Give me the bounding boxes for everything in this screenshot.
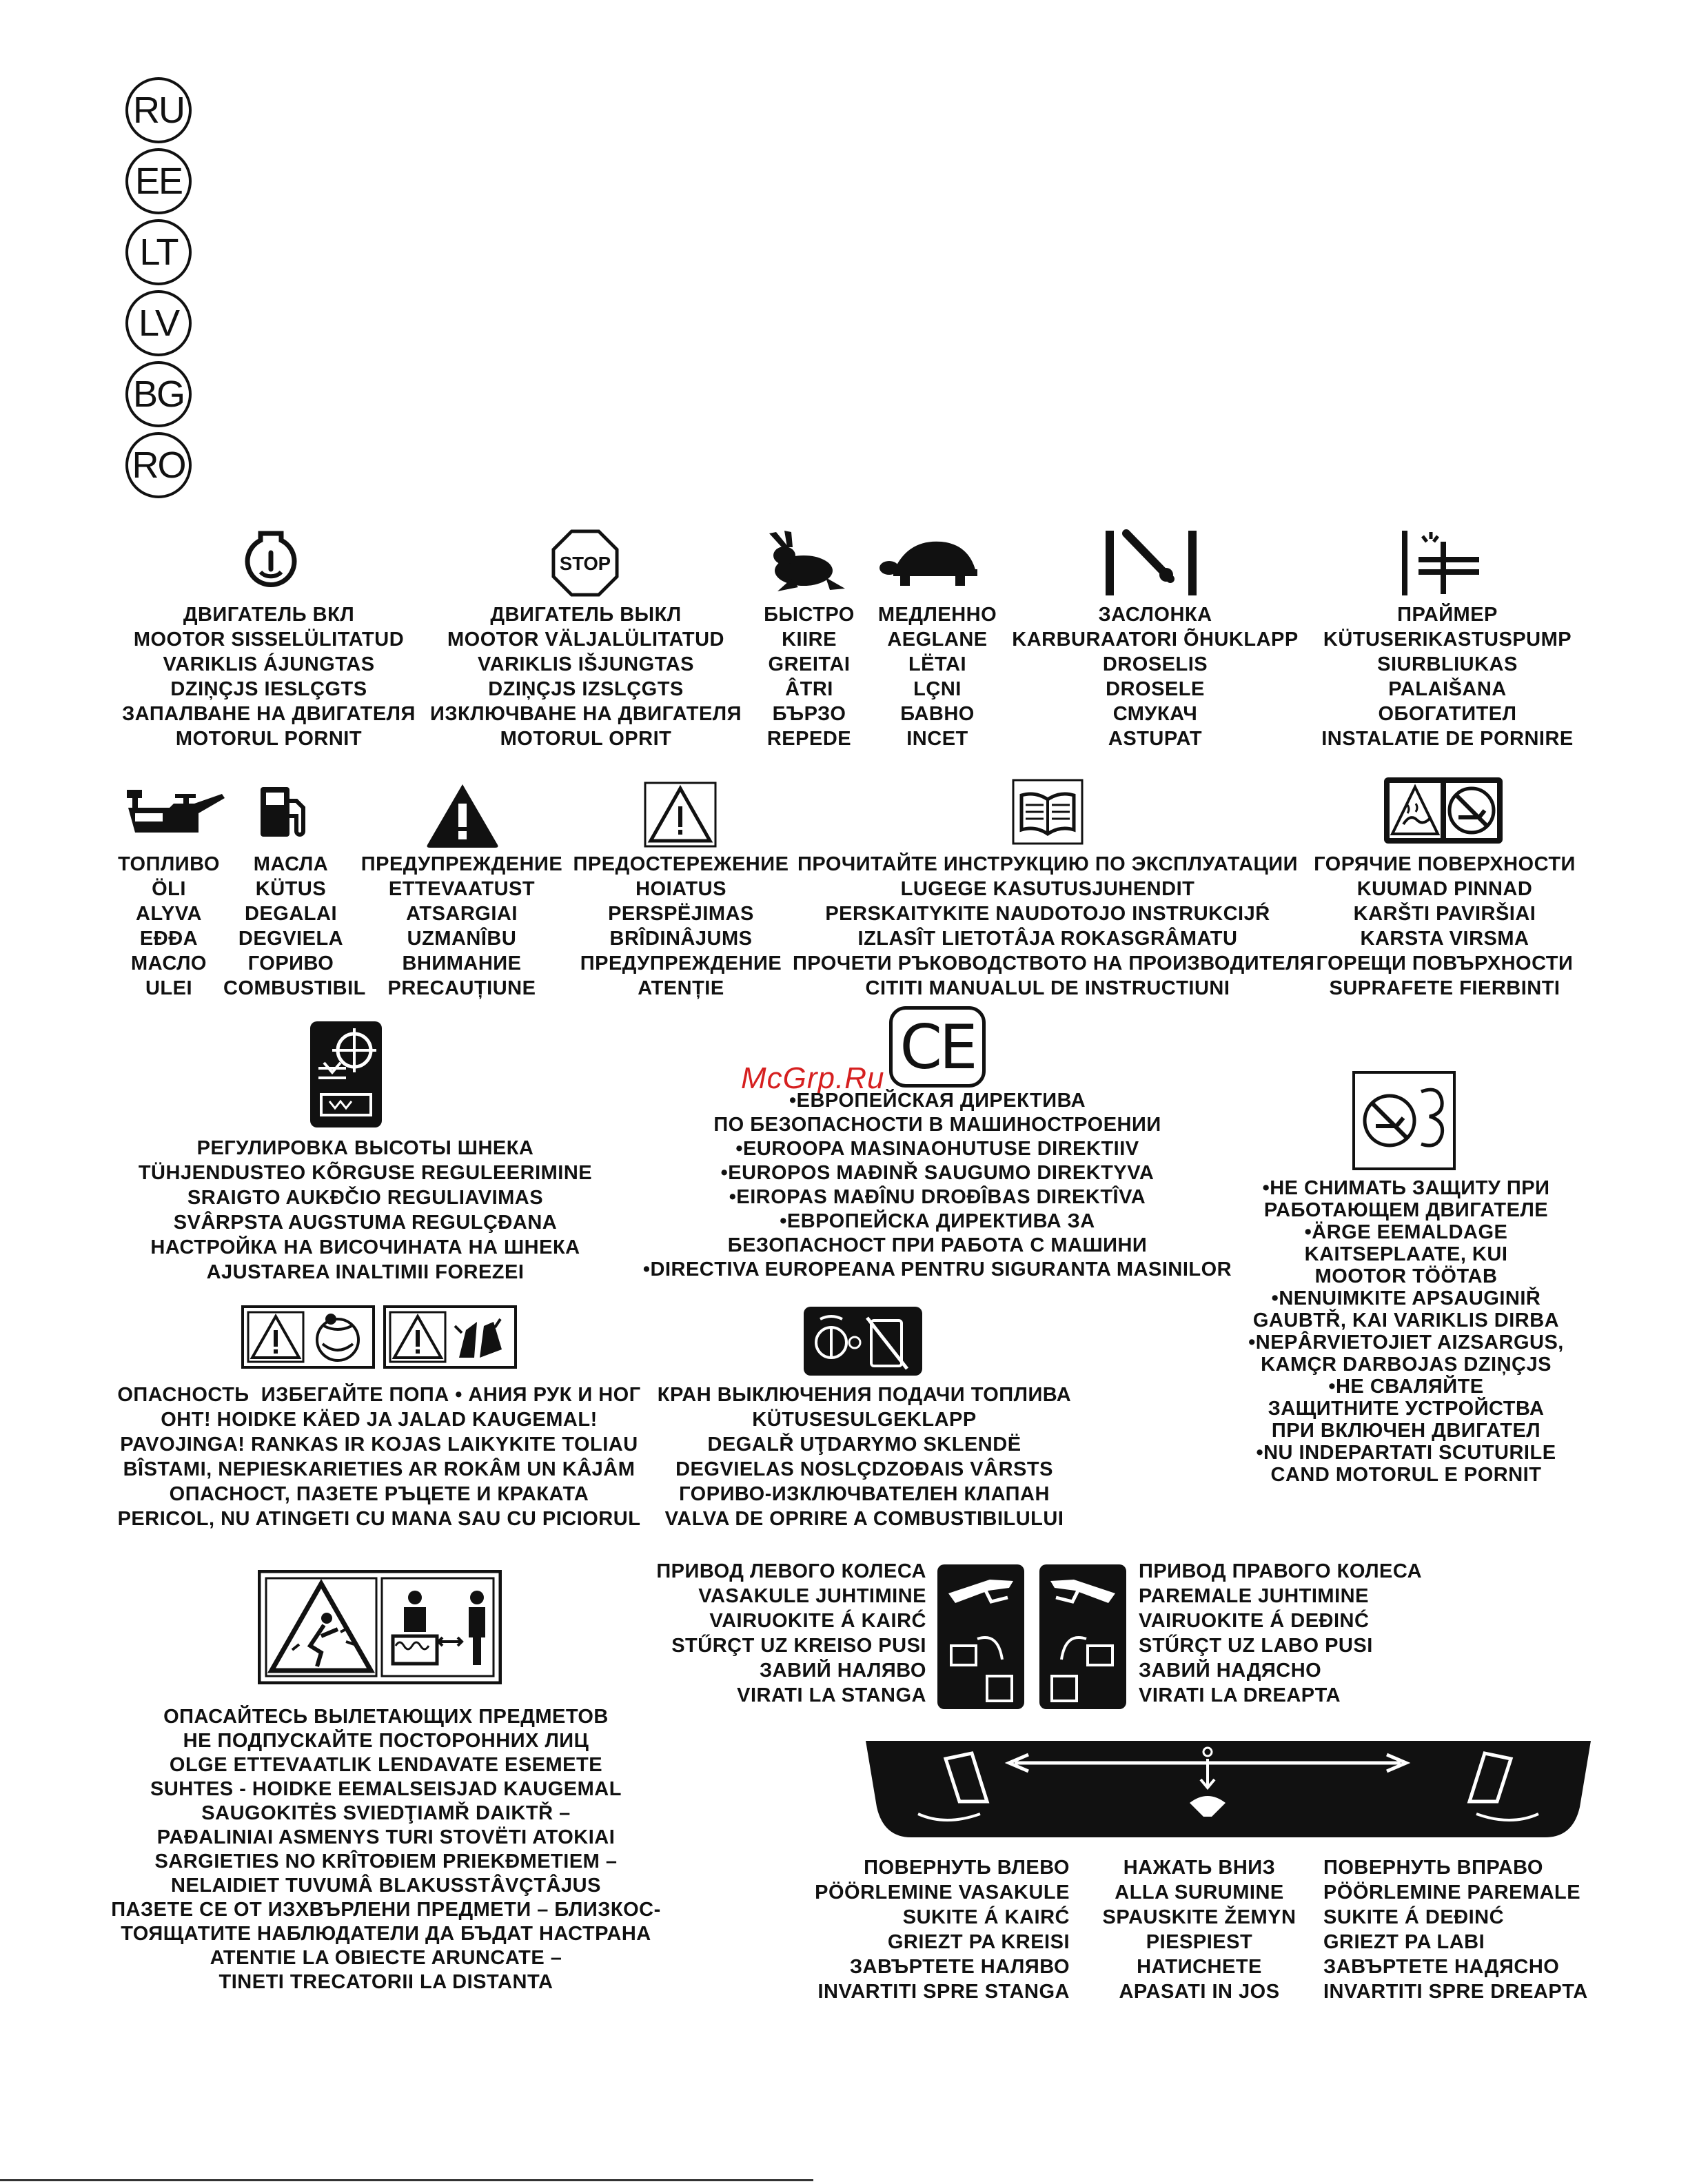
watermark: McGrp.Ru xyxy=(741,1061,885,1095)
right-wheel-drive-icon xyxy=(1038,1563,1128,1711)
ce-mark-icon: CE xyxy=(889,1006,986,1088)
read-manual-label: ПРОЧИТАЙТЕ ИНСТРУКЦИЮ ПО ЭКСПЛУАТАЦИИ LUGEGE KASUTUSJUHENDIT PERSKAITYKITE NAUDOTOJO INSTRUKCIJŔ IZLASÎT LIETOTÂJA ROKASGRÂMATU ПРОЧЕТИ РЪКОВОДСТВОТО НА ПРОИЗВОДИТЕЛЯ CITITI MANUALUL DE INSTRUCTIUNI xyxy=(793,853,1315,999)
chute-control-decal xyxy=(863,1738,1594,1840)
eu-directive-label: •ЕВРОПЕЙСКАЯ ДИРЕКТИВА ПО БЕЗОПАСНОСТИ В МАШИНОСТРОЕНИИ •EUROOPA MASINAOHUTUSE DIREKTIIV •EUROPOS MAĐINŘ SAUGUMO DIREKTYVA •EIROPAS MAĐÎNU DROĐÎBAS DIREKTÎVA •ЕВРОПЕЙСКА ДИРЕКТИВА ЗА БЕЗОПАСНОСТ ПРИ РАБОТА С МАШИНИ •DIRECTIVA EUROPEANA PENTRU SIGURANTA MASINILOR xyxy=(642,1090,1232,1280)
auger-height-icon xyxy=(309,1020,383,1129)
lang-badge-lv: LV xyxy=(125,290,192,356)
oil-label: ТОПЛИВО ÖLI ALYVA EĐĐA МАСЛО ULEI xyxy=(118,853,220,999)
turn-right-label: ПОВЕРНУТЬ ВПРАВО PÖÖRLEMINE PAREMALE SUKITE Á DEĐINĆ GRIEZT PA LABI ЗАВЪРТЕТЕ НАДЯСНО INVARTITI SPRE DREAPTA xyxy=(1323,1857,1588,2003)
turn-left-label: ПОВЕРНУТЬ ВЛЕВО PÖÖRLEMINE VASAKULE SUKITE Á KAIRĆ GRIEZT PA KREISI ЗАВЪРТЕТЕ НАЛЯВО INVARTITI SPRE STANGA xyxy=(815,1857,1070,2003)
primer-icon xyxy=(1399,529,1482,597)
slow-label: МЕДЛЕННО AEGLANE LËTAI LÇNI БАВНО INCET xyxy=(877,604,997,750)
engine-on-label: ДВИГАТЕЛЬ ВКЛ MOOTOR SISSELÜLITATUD VARIKLIS ÁJUNGTAS DZIŅÇJS IESLÇGTS ЗАПАЛВАНЕ НА ДВИГАТЕЛЯ MOTORUL PORNIT xyxy=(122,604,416,750)
left-wheel-drive-icon xyxy=(936,1563,1026,1711)
stop-sign-icon xyxy=(551,529,619,597)
turtle-slow-icon xyxy=(879,536,983,591)
fuel-label: МАСЛА KÜTUS DEGALAI DEGVIELA ГОРИВО COMBUSTIBIL xyxy=(223,853,366,999)
press-down-label: НАЖАТЬ ВНИЗ ALLA SURUMINE SPAUSKITE ŽEMYN PIESPIEST НАТИСНЕТЕ APASATI IN JOS xyxy=(1102,1857,1296,2003)
rabbit-fast-icon xyxy=(764,529,846,593)
thrown-objects-label: ОПАСАЙТЕСЬ ВЫЛЕТАЮЩИХ ПРЕДМЕТОВ НЕ ПОДПУСКАЙТЕ ПОСТОРОННИХ ЛИЦ OLGE ETTEVAATLIK LENDAVATE ESEMETE SUHTES - HOIDKE EEMALSEISJAD KAUGEMAL SAUGOKITĖS SVIEDŢIAMŘ DAIKTŘ – PAĐALINIAI ASMENYS TURI STOVËTI ATOKIAI SARGIETIES NO KRÎTOĐIEM PRIEKĐMETIEM – NELAIDIET TUVUMÂ BLAKUSSTÂVÇTÂJUS ПАЗЕТЕ СЕ ОТ ИЗХВЪРЛЕНИ ПРЕДМЕТИ – БЛИЗКОС- ТОЯЩАТИТЕ НАБЛЮДАТЕЛИ ДА БЪДАТ НАСТРАНА ATENTIE LA OBIECTE ARUNCATE – TINETI TRECATORII LA DISTANTA xyxy=(111,1706,661,1993)
caution-label: ПРЕДОСТЕРЕЖЕНИЕ HOIATUS PERSPËJIMAS BRÎDINÂJUMS ПРЕДУПРЕЖДЕНИЕ ATENȚIE xyxy=(573,853,789,999)
choke-label: ЗАСЛОНКА KARBURAATORI ÕHUKLAPP DROSELIS DROSELE СМУКАЧ ASTUPAT xyxy=(1012,604,1299,750)
lang-badge-ro: RO xyxy=(125,432,192,498)
caution-icon xyxy=(644,782,717,848)
feet-hazard-icon xyxy=(383,1305,517,1369)
lang-badge-ee: EE xyxy=(125,148,192,214)
hands-feet-label: ОПАСНОСТЬ ИЗБЕГАЙТЕ ПОПА • АНИЯ РУК И НОГ OHT! HOIDKE KÄED JA JALAD KAUGEMAL! PAVOJINGA! RANKAS IR KOJAS LAIKYKITE TOLIAU BÎSTAMI, NEPIESKARIETIES AR ROKÂM UN KÂJÂM ОПАСНОСТ, ПАЗЕТЕ РЪЦЕТЕ И КРАКАТА PERICOL, NU ATINGETI CU MANA SAU CU PICIORUL xyxy=(117,1384,641,1530)
read-manual-icon xyxy=(1012,779,1084,845)
lang-badge-lt: LT xyxy=(125,219,192,285)
warning-icon xyxy=(425,782,500,849)
guard-label: •НЕ СНИМАТЬ ЗАЩИТУ ПРИ РАБОТАЮЩЕМ ДВИГАТЕЛЕ •ÄRGE EEMALDAGE KAITSEPLAATE, KUI MOOTOR TÖÖTAB •NENUIMKITE APSAUGINIŘ GAUBTŘ, KAI VARIKLIS DIRBA •NEPÂRVIETOJIET AIZSARGUS, KAMÇR DARBOJAS DZIŅÇJS •НЕ СВАЛЯЙТЕ ЗАЩИТНИТЕ УСТРОЙСТВА ПРИ ВКЛЮЧЕН ДВИГАТЕЛ •NU INDEPARTATI SCUTURILE CAND MOTORUL E PORNIT xyxy=(1248,1177,1564,1486)
auger-height-label: РЕГУЛИРОВКА ВЫСОТЫ ШНЕКА TÜHJENDUSTEO KÕRGUSE REGULEERIMINE SRAIGTO AUKĐČIO REGULIAVIMAS SVÂRPSTA AUGSTUMA REGULÇĐANA НАСТРОЙКА НА ВИСОЧИНАТА НА ШНЕКА AJUSTAREA INALTIMII FOREZEI xyxy=(138,1137,593,1283)
left-wheel-label: ПРИВОД ЛЕВОГО КОЛЕСА VASAKULE JUHTIMINE VAIRUOKITE Á KAIRĆ STŰRÇT UZ KREISO PUSI ЗАВИЙ НАЛЯВО VIRATI LA STANGA xyxy=(656,1560,926,1706)
warning-label: ПРЕДУПРЕЖДЕНИЕ ETTEVAATUST ATSARGIAI UZMANÎBU ВНИМАНИЕ PRECAUȚIUNE xyxy=(360,853,563,999)
lang-badge-bg: BG xyxy=(125,361,192,427)
thrown-objects-icon xyxy=(258,1570,502,1684)
oil-can-icon xyxy=(124,786,227,834)
engine-off-label: ДВИГАТЕЛЬ ВЫКЛ MOOTOR VÄLJALÜLITATUD VARIKLIS IŠJUNGTAS DZIŅÇJS IZSLÇGTS ИЗКЛЮЧВАНЕ НА ДВИГАТЕЛЯ MOTORUL OPRIT xyxy=(430,604,742,750)
guard-warning-icon xyxy=(1352,1071,1456,1170)
right-wheel-label: ПРИВОД ПРАВОГО КОЛЕСА PAREMALE JUHTIMINE VAIRUOKITE Á DEĐINĆ STŰRÇT UZ LABO PUSI ЗАВИЙ НАДЯСНО VIRATI LA DREAPTA xyxy=(1139,1560,1423,1706)
page-bottom-rule xyxy=(0,2179,813,2181)
hands-hazard-icon xyxy=(241,1305,375,1369)
fuel-pump-icon xyxy=(256,784,312,839)
hot-surfaces-label: ГОРЯЧИЕ ПОВЕРХНОСТИ KUUMAD PINNAD KARŠTI PAVIRŠIAI KARSTA VIRSMA ГОРЕЩИ ПОВЪРХНОСТИ SUPRAFETE FIERBINTI xyxy=(1314,853,1576,999)
choke-icon xyxy=(1103,529,1199,597)
hot-surfaces-icon xyxy=(1383,776,1504,845)
engine-on-icon xyxy=(240,529,302,591)
fuel-valve-icon xyxy=(802,1305,924,1377)
lang-badge-ru: RU xyxy=(125,77,192,143)
fast-label: БЫСТРО KIIRE GREITAI ÂTRI БЪРЗО REPEDE xyxy=(764,604,855,750)
primer-label: ПРАЙМЕР KÜTUSERIKASTUSPUMP SIURBLIUKAS PALAIŠANA ОБОГАТИТЕЛ INSTALATIE DE PORNIRE xyxy=(1321,604,1574,750)
fuel-valve-label: КРАН ВЫКЛЮЧЕНИЯ ПОДАЧИ ТОПЛИВА KÜTUSESULGEKLAPP DEGALŘ UŢDARYMO SKLENDË DEGVIELAS NOSLÇDZOĐAIS VÂRSTS ГОРИВО-ИЗКЛЮЧВАТЕЛЕН КЛАПАН VALVA DE OPRIRE A COMBUSTIBILULUI xyxy=(657,1384,1072,1530)
stop-sign-label: STOP xyxy=(559,552,611,574)
